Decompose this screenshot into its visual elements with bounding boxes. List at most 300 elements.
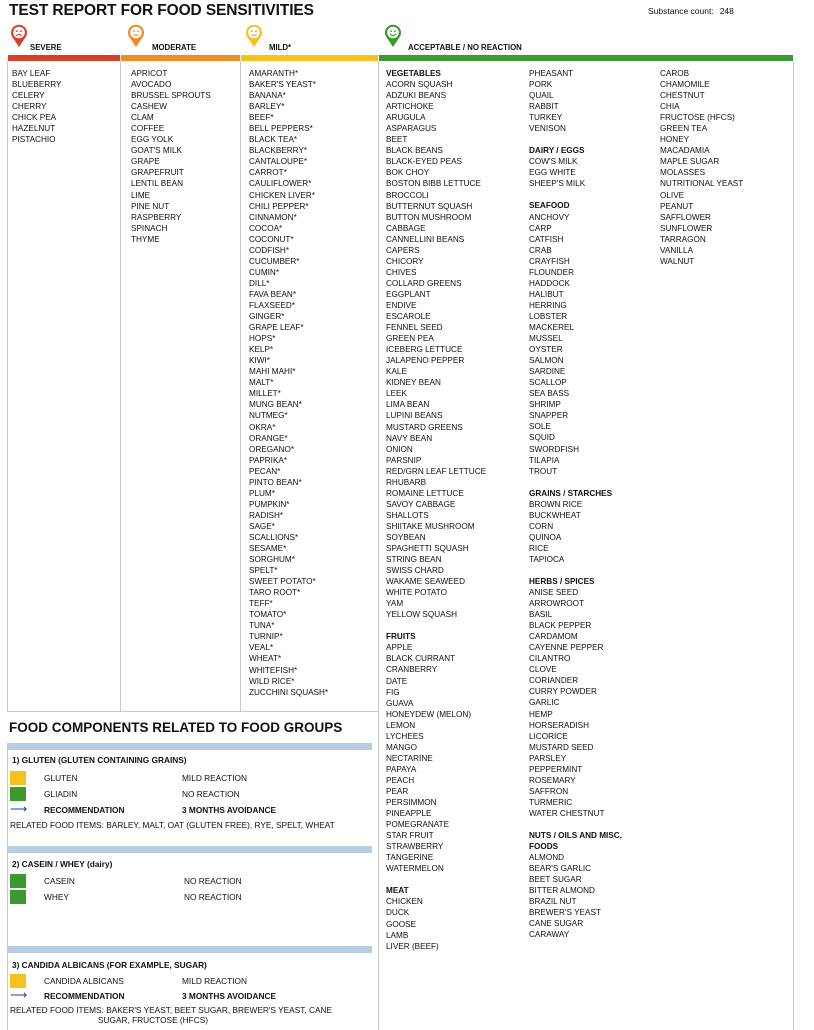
components-border [7,743,8,1030]
reaction-swatch [10,787,26,801]
mild-face-icon [245,24,263,48]
food-item: SAFFLOWER [660,212,711,222]
food-item: SEA BASS [529,389,570,399]
table-bottom-line [7,711,379,712]
food-item: COCONUT* [249,234,294,244]
food-item: RABBIT [529,102,559,112]
food-item: WHEAT* [249,654,282,664]
food-item: ADZUKI BEANS [386,91,447,101]
food-item: GARLIC [529,698,560,708]
food-item: TOMATO* [249,610,287,620]
food-item: CHAMOMILE [660,80,710,90]
food-item: CANNELLINI BEANS [386,234,465,244]
food-item: RASPBERRY [131,212,182,222]
food-item: ASPARAGUS [386,124,437,134]
food-item: LOBSTER [529,311,568,321]
moderate-list [131,68,211,245]
column-divider [240,61,241,711]
food-item: SHALLOTS [386,510,429,520]
food-item: QUINOA [529,532,562,542]
food-item: RED/GRN LEAF LETTUCE [386,466,487,476]
food-item: QUAIL [529,91,554,101]
food-item: SORGHUM* [249,555,295,565]
food-item: LENTIL BEAN [131,179,184,189]
column-divider [7,61,8,711]
category-moderate [121,24,240,61]
food-item: ROMAINE LETTUCE [386,488,464,498]
category-moderate-label: MODERATE [152,43,197,52]
food-item: BEET SUGAR [529,875,582,885]
food-item: CAULIFLOWER* [249,179,312,189]
food-item: MANGO [386,742,417,752]
food-section-heading: FOODS [529,842,559,852]
food-item: PEPPERMINT [529,764,583,774]
component-name: WHEY [44,892,69,902]
food-section-heading: FRUITS [386,632,416,642]
food-item: LEMON [386,720,416,730]
food-item: WHITEFISH* [249,665,298,675]
food-item: BEEF* [249,113,274,123]
food-item: BRAZIL NUT [529,897,577,907]
food-item: ENDIVE [386,300,417,310]
severe-list [12,68,61,145]
category-acceptable [379,24,793,61]
food-item: TEFF* [249,599,273,609]
food-item: CABBAGE [386,223,426,233]
food-item: BEET [386,135,408,145]
food-item: SPINACH [131,223,168,233]
food-item: LIVER (BEEF) [386,941,439,951]
food-item: OLIVE [660,190,685,200]
food-item: SHEEP'S MILK [529,179,586,189]
food-item: ACORN SQUASH [386,80,453,90]
food-item: TILAPIA [529,455,560,465]
page-title: TEST REPORT FOR FOOD SENSITIVITIES [9,2,314,19]
food-item: RHUBARB [386,477,427,487]
food-item: BOSTON BIBB LETTUCE [386,179,481,189]
list-spacer [529,819,622,830]
food-item: GREEN PEA [386,334,434,344]
food-item: SALMON [529,356,564,366]
component-reaction: NO REACTION [182,789,240,799]
list-spacer [529,189,622,200]
food-item: LUPINI BEANS [386,411,443,421]
food-item: SAVOY CABBAGE [386,499,456,509]
food-item: PINEAPPLE [386,809,432,819]
group-divider [7,946,372,953]
food-item: NUTMEG* [249,411,288,421]
food-item: PEANUT [660,201,694,211]
food-item: KALE [386,367,407,377]
food-item: HALIBUT [529,289,564,299]
food-item: FIG [386,687,400,697]
column-divider [120,61,121,711]
food-item: POMEGRANATE [386,820,450,830]
reaction-swatch [10,890,26,904]
food-item: LICORICE [529,731,568,741]
food-item: OKRA* [249,422,276,432]
food-item: CARROT* [249,168,287,178]
food-item: TURNIP* [249,632,283,642]
food-item: APPLE [386,643,413,653]
food-item: STRAWBERRY [386,842,444,852]
substance-count-value: 248 [719,6,734,16]
food-item: FENNEL SEED [386,323,443,333]
food-item: MAPLE SUGAR [660,157,720,167]
food-item: KIWI* [249,356,270,366]
food-item: WATERMELON [386,864,444,874]
component-reaction: MILD REACTION [182,976,247,986]
food-item: BLACK PEPPER [529,621,592,631]
food-item: GRAPE LEAF* [249,323,304,333]
food-item: PAPAYA [386,764,417,774]
related-food-items: SUGAR, FRUCTOSE (HFCS) [98,1015,209,1025]
food-item: EGGPLANT [386,289,431,299]
food-item: ZUCCHINI SQUASH* [249,687,329,697]
food-item: TANGERINE [386,853,434,863]
food-item: CRANBERRY [386,665,438,675]
food-item: HEMP [529,709,553,719]
food-item: PEAR [386,787,409,796]
food-item: PUMPKIN* [249,499,290,509]
food-item: COW'S MILK [529,157,578,167]
list-spacer [386,620,486,631]
food-item: BLACK-EYED PEAS [386,157,462,167]
acceptable-list-1 [386,68,486,952]
food-item: CHERRY [12,102,47,112]
group-2-title: 2) CASEIN / WHEY (dairy) [12,859,113,869]
food-item: TAPIOCA [529,554,565,564]
food-item: CUMIN* [249,267,280,277]
food-item: SWISS CHARD [386,566,444,576]
food-item: HORSERADISH [529,720,590,730]
food-item: AVOCADO [131,80,172,90]
food-item: PLUM* [249,488,275,498]
food-item: AMARANTH* [249,69,299,78]
food-item: CARAWAY [529,930,570,940]
food-item: CAROB [660,69,690,78]
food-item: GRAPE [131,157,160,167]
food-item: BLACKBERRY* [249,146,308,156]
related-food-items: RELATED FOOD ITEMS: BARLEY, MALT, OAT (GLUTEN FREE), RYE, SPELT, WHEAT [10,820,335,830]
food-item: RICE [529,543,549,553]
food-item: PORK [529,80,553,90]
category-mild-bar [241,55,378,61]
food-item: MUSSEL [529,334,563,344]
food-item: SARDINE [529,367,566,377]
food-item: SOLE [529,422,551,432]
food-item: NUTRITIONAL YEAST [660,179,744,189]
food-item: CILANTRO [529,654,571,664]
neutral-face-icon [127,24,145,48]
food-item: GRAPEFRUIT [131,168,184,178]
food-item: PISTACHIO [12,135,56,145]
food-item: CHIA [660,102,680,112]
food-item: STAR FRUIT [386,831,434,841]
food-item: SWORDFISH [529,444,580,454]
food-item: CARP [529,223,552,233]
food-item: TURMERIC [529,797,573,807]
food-item: ESCAROLE [386,312,431,322]
food-item: MILLET* [249,389,281,399]
food-item: MALT* [249,378,274,388]
food-item: MUNG BEAN* [249,400,302,410]
food-item: BITTER ALMOND [529,886,595,896]
reaction-swatch [10,974,26,988]
food-item: SHIITAKE MUSHROOM [386,521,475,531]
food-item: HAZELNUT [12,124,56,134]
substance-count-label: Substance count: [648,6,714,16]
food-item: SQUID [529,433,555,443]
food-item: BROWN RICE [529,499,583,509]
food-item: GOOSE [386,919,417,929]
category-moderate-bar [121,55,240,61]
food-item: LAMB [386,930,409,940]
food-item: TUNA* [249,621,275,631]
food-item: ANISE SEED [529,588,579,598]
column-divider [378,61,379,1030]
mild-list [249,68,328,698]
food-item: BLACK BEANS [386,146,443,156]
food-item: ALMOND [529,853,565,863]
category-mild-label: MILD* [269,43,292,52]
category-acceptable-bar [379,55,793,61]
recommendation-label: RECOMMENDATION [44,805,125,815]
food-item: CANE SUGAR [529,919,584,929]
food-section-heading: GRAINS / STARCHES [529,488,613,498]
food-item: CHESTNUT [660,91,705,101]
food-item: CARDAMOM [529,632,578,642]
component-reaction: MILD REACTION [182,773,247,783]
food-item: BEAR'S GARLIC [529,864,592,874]
food-item: CATFISH [529,234,564,244]
category-severe-label: SEVERE [30,43,62,52]
food-item: CORN [529,521,554,531]
food-item: YELLOW SQUASH [386,610,457,620]
group-divider [7,846,372,853]
food-item: MUSTARD GREENS [386,422,463,432]
food-item: SPELT* [249,566,278,576]
food-item: BUTTERNUT SQUASH [386,201,473,211]
food-item: BAKER'S YEAST* [249,80,316,90]
reaction-swatch [10,771,26,785]
acceptable-list-2 [529,68,622,940]
food-item: BAY LEAF [12,69,51,78]
food-item: HONEYDEW (MELON) [386,709,472,719]
food-item: PEACH [386,775,415,785]
food-item: OREGANO* [249,444,295,454]
food-item: CRAYFISH [529,256,570,266]
recommendation-value: 3 MONTHS AVOIDANCE [182,805,277,815]
food-item: PHEASANT [529,69,574,78]
food-item: HERRING [529,300,567,310]
food-item: SAGE* [249,521,275,531]
food-item: FAVA BEAN* [249,289,297,299]
food-item: FLAXSEED* [249,300,295,310]
food-item: CINNAMON* [249,212,297,222]
food-item: CHIVES [386,267,417,277]
food-item: BANANA* [249,91,286,101]
component-name: CASEIN [44,876,75,886]
food-item: LYCHEES [386,731,424,741]
food-item: PINTO BEAN* [249,477,302,487]
food-item: CODFISH* [249,245,290,255]
related-food-items: RELATED FOOD ITEMS: BAKER'S YEAST, BEET SUGAR, BREWER'S YEAST, CANE [10,1005,333,1015]
food-item: GUAVA [386,698,414,708]
food-section-heading: DAIRY / EGGS [529,146,585,156]
food-section-heading: HERBS / SPICES [529,576,595,586]
food-item: COFFEE [131,124,165,134]
food-item: SAFFRON [529,786,569,796]
food-item: SPAGHETTI SQUASH [386,544,469,554]
food-item: PARSLEY [529,753,567,763]
food-item: NECTARINE [386,753,433,763]
food-item: APRICOT [131,69,168,78]
food-item: ORANGE* [249,433,288,443]
component-reaction: NO REACTION [184,892,242,902]
food-item: SHRIMP [529,400,561,410]
food-section-heading: SEAFOOD [529,201,570,211]
food-item: ARROWROOT [529,599,585,609]
food-item: CLAM [131,113,154,123]
food-item: PAPRIKA* [249,455,288,465]
food-item: MAHI MAHI* [249,367,296,377]
food-item: FLOUNDER [529,267,575,277]
arrow-right-icon: ⟶ [10,988,28,1002]
food-item: TURKEY [529,113,563,123]
component-reaction: NO REACTION [184,876,242,886]
food-item: BUCKWHEAT [529,510,581,520]
food-item: YAM [386,599,404,609]
component-name: GLUTEN [44,773,78,783]
food-item: HADDOCK [529,278,570,288]
food-item: BRUSSEL SPROUTS [131,91,211,101]
food-item: BARLEY* [249,102,285,112]
food-item: OYSTER [529,345,563,355]
food-item: CAPERS [386,245,420,255]
food-item: VEAL* [249,643,274,653]
food-item: TARRAGON [660,234,706,244]
food-item: CHILI PEPPER* [249,201,309,211]
category-mild [241,24,378,61]
category-severe-bar [8,55,120,61]
food-item: BUTTON MUSHROOM [386,212,472,222]
food-item: CHICK PEA [12,113,57,123]
food-item: PINE NUT [131,201,170,211]
group-1-title: 1) GLUTEN (GLUTEN CONTAINING GRAINS) [12,755,187,765]
component-name: GLIADIN [44,789,78,799]
list-spacer [386,874,486,885]
group-divider [7,743,372,750]
food-item: KELP* [249,345,274,355]
food-item: SWEET POTATO* [249,577,316,587]
food-item: WILD RICE* [249,676,295,686]
food-section-heading: MEAT [386,886,409,896]
food-item: DILL* [249,278,270,288]
food-item: SCALLIONS* [249,532,299,542]
food-item: GOAT'S MILK [131,146,182,156]
food-item: CHICORY [386,256,424,266]
food-item: SOYBEAN [386,532,426,542]
list-spacer [529,134,622,145]
food-item: WALNUT [660,256,695,266]
food-item: CELERY [12,91,45,101]
food-item: JALAPENO PEPPER [386,356,465,366]
food-item: TARO ROOT* [249,588,301,598]
food-item: CURRY POWDER [529,687,597,697]
food-item: BOK CHOY [386,168,430,178]
food-item: BLACK CURRANT [386,654,456,664]
food-item: RADISH* [249,510,284,520]
food-item: WHITE POTATO [386,588,447,598]
group-3-title: 3) CANDIDA ALBICANS (FOR EXAMPLE, SUGAR) [12,960,207,970]
food-item: HOPS* [249,334,276,344]
food-item: CANTALOUPE* [249,157,308,167]
food-item: VENISON [529,124,566,134]
components-title: FOOD COMPONENTS RELATED TO FOOD GROUPS [9,720,343,735]
food-item: VANILLA [660,245,694,255]
food-item: CUCUMBER* [249,256,300,266]
food-item: HONEY [660,135,690,145]
food-item: CORIANDER [529,676,579,686]
food-item: BELL PEPPERS* [249,124,313,134]
food-item: PECAN* [249,466,281,476]
food-item: MUSTARD SEED [529,742,594,752]
category-acceptable-label: ACCEPTABLE / NO REACTION [408,43,522,52]
happy-face-icon [384,24,402,48]
food-item: DUCK [386,908,410,918]
food-section-heading: NUTS / OILS AND MISC, [529,831,622,840]
food-item: CHICKEN LIVER* [249,190,315,200]
food-item: GINGER* [249,312,285,322]
food-item: PARSNIP [386,455,422,465]
column-divider [793,61,794,1030]
food-item: MACADAMIA [660,146,710,156]
food-item: BLACK TEA* [249,135,298,145]
list-spacer [529,477,622,488]
food-item: ICEBERG LETTUCE [386,345,463,355]
food-item: LEEK [386,389,407,399]
acceptable-list-3 [660,68,743,267]
food-item: LIMA BEAN [386,400,430,410]
food-item: WAKAME SEAWEED [386,577,466,587]
food-item: LIME [131,190,151,200]
food-item: BROCCOLI [386,190,429,200]
component-name: CANDIDA ALBICANS [44,976,124,986]
food-item: ARUGULA [386,113,426,123]
recommendation-value: 3 MONTHS AVOIDANCE [182,991,277,1001]
food-item: CLOVE [529,665,557,675]
arrow-right-icon: ⟶ [10,802,28,816]
recommendation-label: RECOMMENDATION [44,991,125,1001]
food-item: SUNFLOWER [660,223,713,233]
food-item: DATE [386,676,408,686]
sad-face-icon [10,24,28,48]
substance-count [648,6,734,16]
food-item: EGG YOLK [131,135,174,145]
food-item: SCALLOP [529,378,567,388]
food-item: PERSIMMON [386,798,437,808]
food-item: COCOA* [249,223,283,233]
food-item: SNAPPER [529,411,569,421]
food-item: BASIL [529,610,553,620]
food-item: ARTICHOKE [386,102,434,112]
list-spacer [529,565,622,576]
food-item: ONION [386,444,413,454]
food-item: BREWER'S YEAST [529,908,601,918]
food-item: NAVY BEAN [386,433,433,443]
food-item: BLUEBERRY [12,80,62,90]
